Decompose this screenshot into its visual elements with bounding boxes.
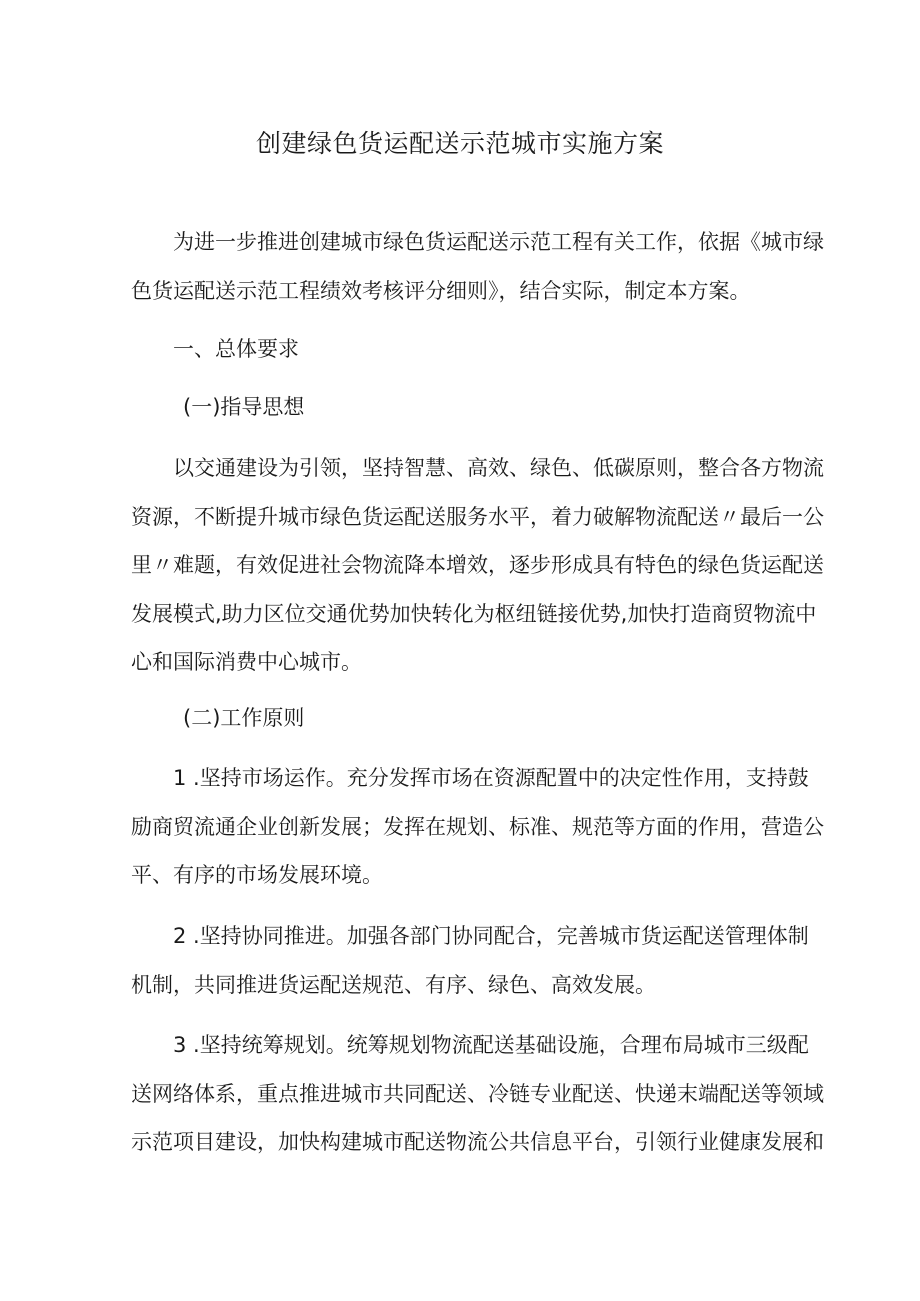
paragraph-line: 发展模式,助力区位交通优势加快转化为枢纽链接优势,加快打造商贸物流中 [131,601,817,626]
paragraph-line: 2 .坚持协同推进。加强各部门协同配合，完善城市货运配送管理体制 [173,924,809,948]
subsection-heading-principles: (二)工作原则 [183,706,305,730]
paragraph-line: 3 .坚持统筹规划。统筹规划物流配送基础设施，合理布局城市三级配 [173,1033,809,1057]
paragraph-line: 色货运配送示范工程绩效考核评分细则》，结合实际，制定本方案。 [131,278,751,303]
section-heading-overall: 一、总体要求 [173,337,299,361]
paragraph-line: 心和国际消费中心城市。 [131,650,362,674]
paragraph-line: 1 .坚持市场运作。充分发挥市场在资源配置中的决定性作用，支持鼓 [173,766,809,790]
intro-paragraph [131,218,824,315]
paragraph-line: 机制，共同推进货运配送规范、有序、绿色、高效发展。 [131,972,656,997]
paragraph-line: 里〃难题，有效促进社会物流降本增效，逐步形成具有特色的绿色货运配送 [131,553,824,577]
principle-1-paragraph [131,754,824,900]
paragraph-line: 励商贸流通企业创新发展；发挥在规划、标准、规范等方面的作用，营造公 [131,814,824,839]
paragraph-line: 为进一步推进创建城市绿色货运配送示范工程有关工作，依据《城市绿 [173,230,824,254]
document-title: 创建绿色货运配送示范城市实施方案 [255,129,664,158]
paragraph-line: 资源，不断提升城市绿色货运配送服务水平，着力破解物流配送〃最后一公 [131,504,824,529]
subsection-heading-guiding: (一)指导思想 [183,395,305,419]
paragraph-line: 以交通建设为引领，坚持智慧、高效、绿色、低碳原则，整合各方物流 [173,456,824,480]
paragraph-line: 送网络体系，重点推进城市共同配送、冷链专业配送、快递末端配送等领域 [131,1081,824,1106]
principle-2-paragraph [131,912,809,1009]
paragraph-line: 示范项目建设，加快构建城市配送物流公共信息平台，引领行业健康发展和 [131,1130,824,1154]
guiding-paragraph [131,444,824,687]
principle-3-paragraph [131,1021,824,1167]
paragraph-line: 平、有序的市场发展环境。 [131,863,383,887]
